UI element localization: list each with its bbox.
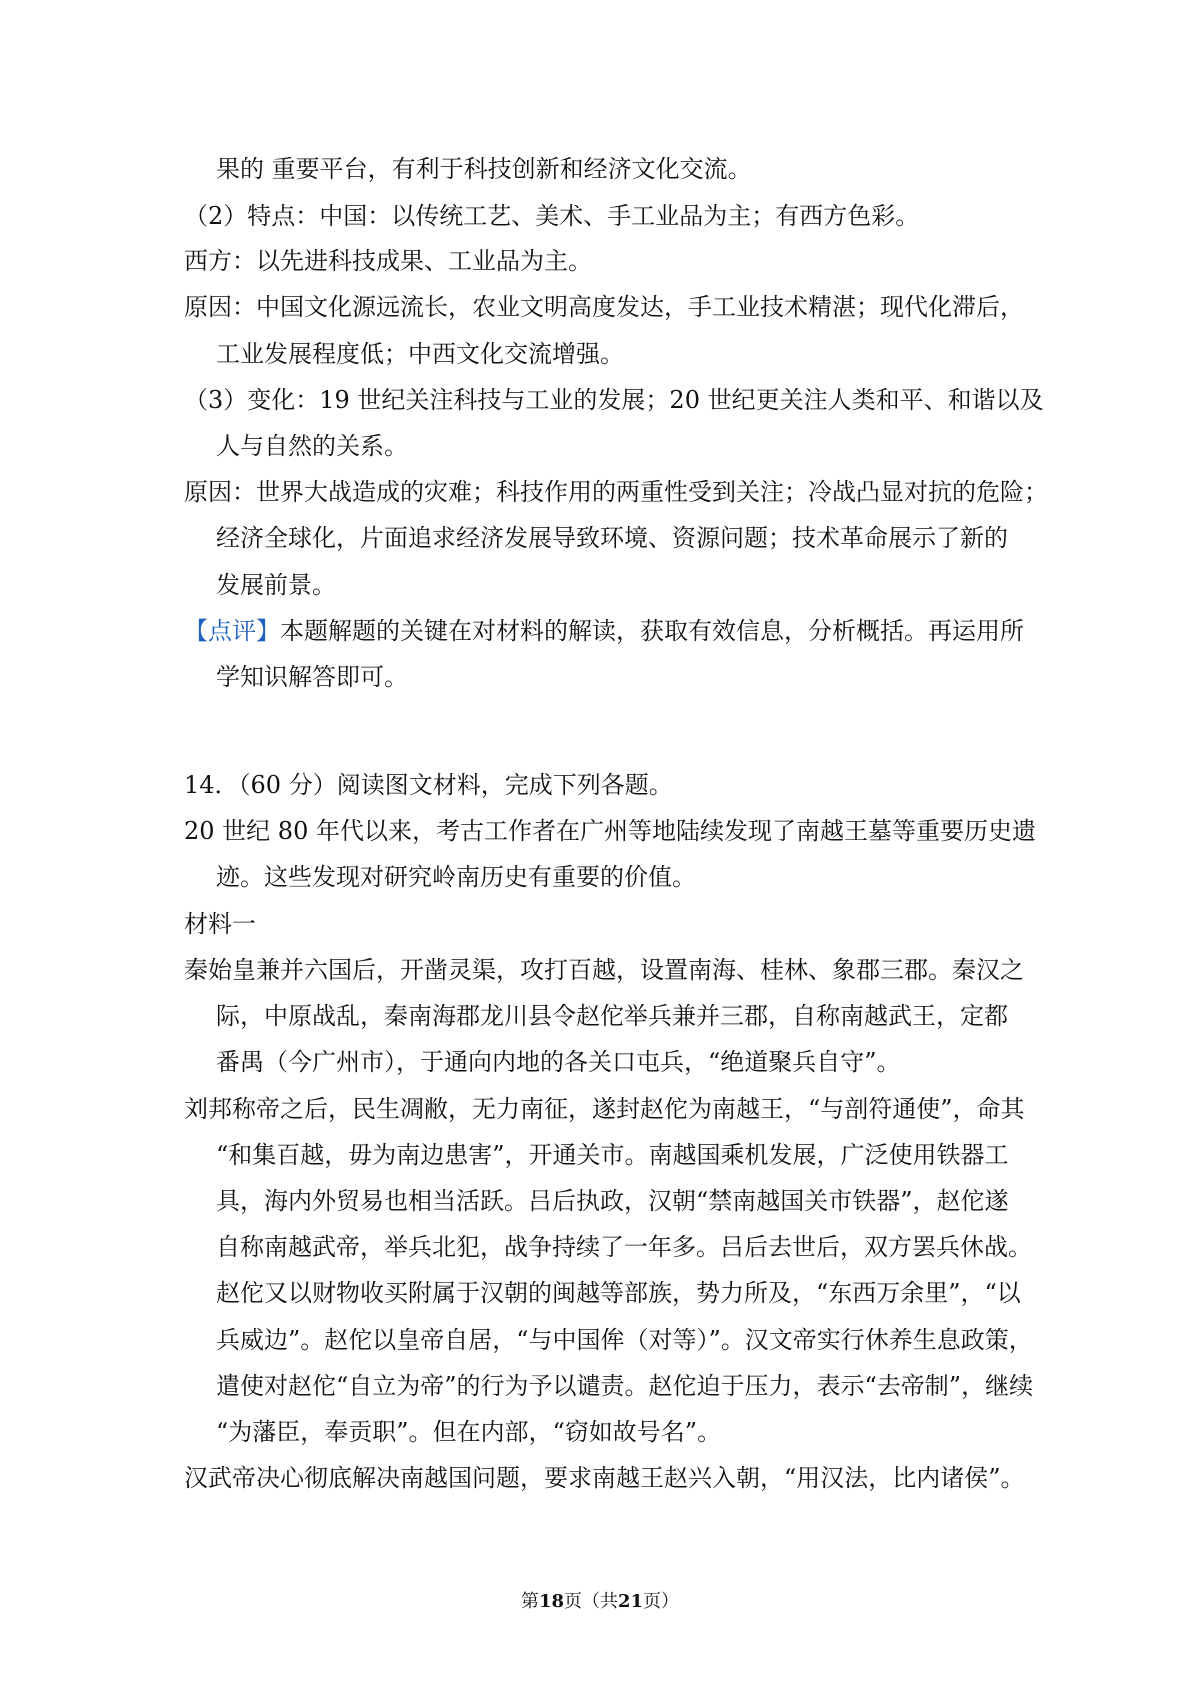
footer-middle: 页（共 xyxy=(564,1591,618,1612)
text-line: 20 世纪 80 年代以来，考古工作者在广州等地陆续发现了南越王墓等重要历史遗 xyxy=(184,817,1036,845)
text-line: 经济全球化，片面追求经济发展导致环境、资源问题；技术革命展示了新的 xyxy=(216,524,1008,552)
comment-text: 本题解题的关键在对材料的解读，获取有效信息，分析概括。再运用所 xyxy=(280,617,1024,645)
text-line: 原因：世界大战造成的灾难；科技作用的两重性受到关注；冷战凸显对抗的危险； xyxy=(184,478,1048,506)
text-line: 人与自然的关系。 xyxy=(216,432,408,460)
text-line: 遣使对赵佗“自立为帝”的行为予以谴责。赵佗迫于压力，表示“去帝制”，继续 xyxy=(216,1372,1034,1400)
text-line: 际，中原战乱，秦南海郡龙川县令赵佗举兵兼并三郡，自称南越武王，定都 xyxy=(216,1002,1008,1030)
text-line: 迹。这些发现对研究岭南历史有重要的价值。 xyxy=(216,863,696,891)
text-line: 学知识解答即可。 xyxy=(216,663,408,691)
text-line: 具，海内外贸易也相当活跃。吕后执政，汉朝“禁南越国关市铁器”，赵佗遂 xyxy=(216,1187,1009,1215)
footer-page-number: 18 xyxy=(538,1591,564,1612)
footer-suffix: 页） xyxy=(643,1591,680,1612)
text-line: “为藩臣，奉贡职”。但在内部，“窃如故号名”。 xyxy=(216,1418,722,1446)
page-footer xyxy=(0,1590,1200,1614)
text-line: 番禺（今广州市），于通向内地的各关口屯兵，“绝道聚兵自守”。 xyxy=(216,1048,901,1076)
text-line: 秦始皇兼并六国后，开凿灵渠，攻打百越，设置南海、桂林、象郡三郡。秦汉之 xyxy=(184,956,1024,984)
text-line: 刘邦称帝之后，民生凋敝，无力南征，遂封赵佗为南越王，“与剖符通使”，命其 xyxy=(184,1095,1025,1123)
footer-total-pages: 21 xyxy=(618,1591,644,1612)
text-line: “和集百越，毋为南边患害”，开通关市。南越国乘机发展，广泛使用铁器工 xyxy=(216,1141,1009,1169)
text-line: 赵佗又以财物收买附属于汉朝的闽越等部族，势力所及，“东西万余里”，“以 xyxy=(216,1279,1021,1307)
footer-prefix: 第 xyxy=(520,1591,539,1612)
question-heading: 14．（60 分）阅读图文材料，完成下列各题。 xyxy=(184,771,673,799)
text-line: （2）特点：中国：以传统工艺、美术、手工业品为主；有西方色彩。 xyxy=(184,202,920,230)
text-line: 自称南越武帝，举兵北犯，战争持续了一年多。吕后去世后，双方罢兵休战。 xyxy=(216,1233,1032,1261)
text-line: （3）变化：19 世纪关注科技与工业的发展；20 世纪更关注人类和平、和谐以及 xyxy=(184,386,1044,414)
text-line: 工业发展程度低；中西文化交流增强。 xyxy=(216,340,624,368)
text-line: 果的 重要平台，有利于科技创新和经济文化交流。 xyxy=(216,155,752,183)
material-label: 材料一 xyxy=(184,910,256,938)
comment-line xyxy=(184,616,1024,646)
comment-tag: 【点评】 xyxy=(184,617,280,645)
text-line: 兵威边”。赵佗以皇帝自居，“与中国侔（对等）”。汉文帝实行休养生息政策， xyxy=(216,1326,1033,1354)
text-line: 汉武帝决心彻底解决南越国问题，要求南越王赵兴入朝，“用汉法，比内诸侯”。 xyxy=(184,1464,1025,1492)
text-line: 西方：以先进科技成果、工业品为主。 xyxy=(184,247,592,275)
text-line: 发展前景。 xyxy=(216,571,336,599)
text-line: 原因：中国文化源远流长，农业文明高度发达，手工业技术精湛；现代化滞后， xyxy=(184,293,1024,321)
